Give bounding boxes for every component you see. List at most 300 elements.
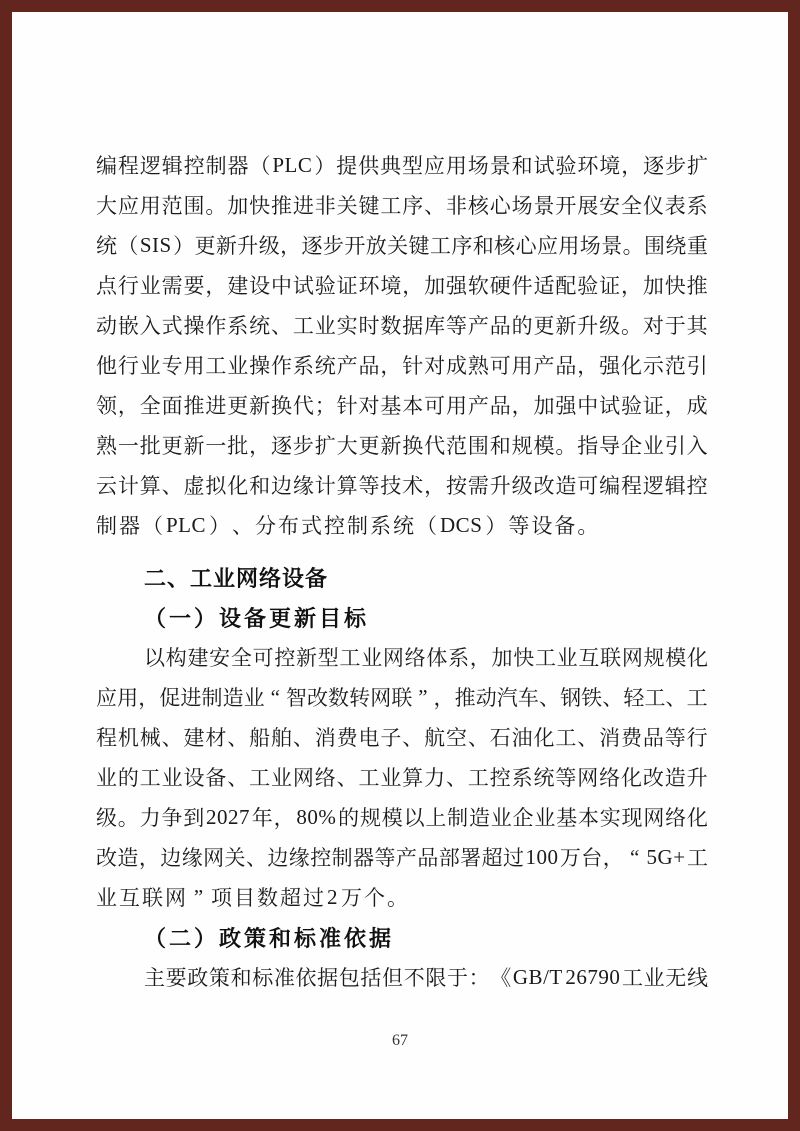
- text-line: [96, 425, 708, 465]
- text-token: 业: [161, 766, 183, 790]
- text-token: ，: [138, 846, 160, 870]
- text-token: 模: [533, 434, 555, 458]
- text-token: 辑: [664, 474, 686, 498]
- text-token: 级: [258, 234, 280, 258]
- text-token: 强: [599, 354, 621, 378]
- text-token: 进: [205, 394, 227, 418]
- text-token: 进: [292, 194, 314, 218]
- text-token: 网: [370, 686, 392, 710]
- text-token: 可: [577, 474, 599, 498]
- text-token: 程: [621, 474, 642, 498]
- text-token: 年: [251, 806, 273, 830]
- text-token: 工: [534, 646, 556, 670]
- text-token: 网: [165, 886, 186, 910]
- text-token: 网: [203, 846, 225, 870]
- text-token: 验: [577, 274, 599, 298]
- text-token: （: [416, 514, 438, 538]
- text-line: [96, 797, 708, 837]
- text-token: 仪: [642, 194, 664, 218]
- text-token: 领: [96, 394, 117, 418]
- text-token: 代: [292, 394, 314, 418]
- text-token: 辑: [161, 154, 183, 178]
- text-token: 景: [489, 154, 511, 178]
- text-token: 、: [227, 766, 249, 790]
- text-token: 程: [117, 154, 139, 178]
- text-token: 品: [489, 394, 511, 418]
- text-token: 工: [358, 766, 380, 790]
- text-token: 行: [117, 274, 139, 298]
- text-line: [96, 185, 708, 225]
- text-token: 工: [467, 766, 489, 790]
- text-token: ，: [138, 686, 160, 710]
- text-token: ，: [511, 394, 533, 418]
- text-token: 企: [621, 434, 642, 458]
- text-token: 中: [577, 394, 599, 418]
- text-token: 加: [424, 274, 446, 298]
- text-token: 更: [161, 434, 183, 458]
- text-token: 化: [533, 726, 555, 750]
- text-token: 力: [139, 806, 161, 830]
- text-token: 系: [686, 194, 708, 218]
- text-token: 成: [446, 354, 467, 378]
- text-token: 系: [227, 314, 249, 338]
- text-token: 指: [577, 434, 599, 458]
- text-token: 设: [183, 766, 205, 790]
- text-token: 快: [249, 194, 271, 218]
- text-token: 企: [512, 806, 534, 830]
- text-token: 动: [475, 686, 497, 710]
- text-token: 络: [665, 806, 687, 830]
- text-token: 器: [227, 154, 249, 178]
- text-token: ）: [314, 154, 336, 178]
- text-token: 的: [338, 806, 360, 830]
- text-token: 制: [347, 514, 369, 538]
- text-token: 制: [205, 154, 227, 178]
- text-token: 加: [227, 194, 249, 218]
- text-token: 汽: [496, 686, 518, 710]
- text-token: 品: [358, 354, 380, 378]
- text-token: 。: [387, 886, 408, 910]
- text-token: 需: [161, 274, 183, 298]
- text-token: 中: [271, 274, 292, 298]
- text-token: 导: [599, 434, 621, 458]
- text-token: 安: [599, 194, 621, 218]
- text-token: 舶: [271, 726, 292, 750]
- text-token: 产: [533, 354, 555, 378]
- text-token: 新: [555, 314, 577, 338]
- text-token: 业: [96, 766, 117, 790]
- text-token: 产: [467, 314, 489, 338]
- text-token: 验: [314, 274, 336, 298]
- text-token: 用: [183, 354, 205, 378]
- text-token: 策: [208, 966, 230, 990]
- text-token: 应: [96, 686, 117, 710]
- text-token: 体: [426, 646, 448, 670]
- text-token: 代: [424, 434, 446, 458]
- text-token: 制: [447, 806, 469, 830]
- text-token: 、: [232, 514, 254, 538]
- text-token: 边: [271, 474, 292, 498]
- text-token: 业: [139, 274, 161, 298]
- text-token: 航: [424, 726, 446, 750]
- text-token: 统: [314, 354, 336, 378]
- text-token: 设: [531, 514, 553, 538]
- text-token: 、: [424, 194, 446, 218]
- text-token: 云: [96, 474, 117, 498]
- text-token: 关: [336, 194, 358, 218]
- text-line: [96, 877, 708, 917]
- text-token: 一: [117, 434, 139, 458]
- text-token: 本: [577, 806, 599, 830]
- text-token: 等: [664, 726, 686, 750]
- text-token: 模: [665, 646, 687, 670]
- text-token: 应: [536, 234, 558, 258]
- text-token: 控: [324, 514, 346, 538]
- text-token: 分: [255, 514, 277, 538]
- section-heading: （一）设备更新目标: [144, 605, 370, 631]
- text-token: ，: [380, 354, 402, 378]
- text-token: 入: [686, 434, 708, 458]
- text-token: 键: [358, 194, 380, 218]
- text-line: [96, 265, 708, 305]
- text-token: 和: [249, 474, 271, 498]
- text-token: 键: [408, 234, 430, 258]
- text-token: 更: [194, 234, 216, 258]
- text-token: 括: [360, 966, 382, 990]
- text-token: 、: [271, 314, 292, 338]
- text-token: 环: [577, 154, 599, 178]
- text-token: 升: [686, 766, 708, 790]
- text-token: 软: [467, 274, 489, 298]
- text-token: 轻: [623, 686, 645, 710]
- text-token: 步: [292, 434, 314, 458]
- text-token: 全: [230, 646, 252, 670]
- text-line: [96, 345, 708, 385]
- text-token: 品: [489, 314, 511, 338]
- text-token: ，: [117, 394, 139, 418]
- text-token: （: [142, 514, 163, 538]
- text-token: 于: [664, 314, 686, 338]
- text-token: 缘: [181, 846, 203, 870]
- text-token: 产: [467, 394, 489, 418]
- text-token: 统: [393, 514, 415, 538]
- text-token: “: [270, 684, 280, 709]
- text-token: 项: [211, 886, 232, 910]
- text-token: 工: [139, 766, 161, 790]
- text-token: 工: [429, 234, 451, 258]
- text-token: 级: [96, 806, 117, 830]
- text-token: 用: [446, 394, 467, 418]
- text-token: 据: [317, 966, 339, 990]
- text-token: 可: [489, 354, 511, 378]
- text-token: 针: [402, 354, 424, 378]
- text-token: 用: [445, 154, 467, 178]
- text-token: 控: [686, 474, 708, 498]
- text-token: 步: [322, 234, 344, 258]
- text-token: 计: [117, 474, 139, 498]
- text-token: 典: [380, 154, 402, 178]
- document-body: [96, 145, 708, 997]
- text-token: 、: [602, 686, 624, 710]
- text-token: 部: [438, 846, 460, 870]
- text-token: 系: [511, 766, 533, 790]
- text-token: 范: [664, 354, 686, 378]
- text-line: [96, 305, 708, 345]
- text-token: 非: [446, 194, 467, 218]
- text-token: 场: [467, 154, 489, 178]
- text-token: 升: [489, 474, 511, 498]
- text-token: 重: [686, 234, 708, 258]
- text-token: 建: [187, 646, 209, 670]
- text-token: 建: [183, 726, 205, 750]
- text-token: 升: [577, 314, 599, 338]
- text-token: ，: [424, 474, 446, 498]
- text-token: 目: [234, 886, 255, 910]
- text-token: 范: [446, 434, 467, 458]
- text-token: 术: [402, 474, 424, 498]
- text-token: 控: [183, 154, 205, 178]
- text-token: 、: [402, 726, 424, 750]
- text-token: 消: [599, 726, 621, 750]
- text-token: 数: [257, 886, 278, 910]
- text-token: 业: [361, 646, 383, 670]
- text-token: 等: [555, 766, 577, 790]
- text-token: 级: [511, 474, 533, 498]
- text-token: 点: [96, 274, 117, 298]
- text-token: 级: [599, 314, 621, 338]
- text-token: 嵌: [117, 314, 139, 338]
- text-token: 进: [180, 686, 202, 710]
- text-token: 主: [144, 966, 165, 990]
- text-token: 针: [336, 394, 358, 418]
- text-token: 试: [292, 274, 314, 298]
- text-token: 、: [665, 686, 687, 710]
- text-token: 试: [533, 154, 555, 178]
- text-token: 争: [161, 806, 183, 830]
- text-token: ）: [209, 514, 231, 538]
- text-token: 、: [538, 686, 560, 710]
- text-token: 时: [358, 314, 380, 338]
- text-token: 业: [534, 806, 556, 830]
- text-token: 备: [205, 766, 227, 790]
- text-token: 业: [314, 314, 336, 338]
- text-token: 工: [555, 726, 577, 750]
- text-token: 工: [205, 354, 227, 378]
- text-token: 围: [467, 434, 489, 458]
- text-line: [96, 637, 708, 677]
- text-token: 关: [224, 846, 246, 870]
- text-token: 面: [161, 394, 183, 418]
- text-token: 实: [599, 806, 621, 830]
- text-token: 新: [249, 394, 271, 418]
- text-token: 等: [374, 846, 396, 870]
- text-token: 验: [621, 394, 642, 418]
- paragraph: [96, 957, 708, 997]
- text-token: 应: [423, 154, 445, 178]
- text-token: 品: [642, 726, 664, 750]
- text-token: GB/T: [512, 964, 563, 989]
- page-number: 67: [392, 1032, 408, 1049]
- text-token: 控: [310, 846, 332, 870]
- text-token: 工: [686, 846, 708, 870]
- paragraph: [96, 637, 708, 917]
- text-token: 算: [336, 474, 358, 498]
- text-token: 硬: [489, 274, 511, 298]
- text-token: 品: [555, 354, 577, 378]
- text-token: ；: [314, 394, 336, 418]
- text-token: 加: [491, 646, 513, 670]
- text-token: 式: [161, 314, 183, 338]
- text-token: 但: [382, 966, 404, 990]
- text-token: 工: [249, 766, 271, 790]
- text-token: 新: [215, 234, 237, 258]
- text-token: 逐: [271, 434, 292, 458]
- text-token: 等: [446, 314, 467, 338]
- text-token: 业: [490, 806, 512, 830]
- text-token: 铁: [581, 686, 603, 710]
- text-token: 应: [117, 194, 139, 218]
- text-token: 对: [358, 394, 380, 418]
- text-token: ”: [193, 884, 204, 909]
- text-token: 逻: [642, 474, 664, 498]
- text-token: 统: [533, 766, 555, 790]
- text-token: 子: [380, 726, 402, 750]
- text-token: 操: [249, 354, 271, 378]
- text-token: ：: [468, 966, 490, 990]
- text-token: 场: [511, 194, 533, 218]
- text-token: 基: [380, 394, 402, 418]
- text-token: “: [629, 844, 640, 869]
- text-token: 个: [364, 886, 385, 910]
- text-token: 器: [119, 514, 140, 538]
- text-token: 展: [577, 194, 599, 218]
- text-token: 操: [183, 314, 205, 338]
- text-token: 、: [161, 474, 183, 498]
- text-token: 境: [599, 154, 621, 178]
- text-token: 要: [165, 966, 187, 990]
- text-token: 他: [96, 354, 117, 378]
- text-token: 络: [404, 646, 426, 670]
- text-token: ，: [280, 234, 302, 258]
- text-token: 促: [159, 686, 181, 710]
- text-token: 线: [686, 966, 708, 990]
- text-token: 业: [643, 966, 665, 990]
- text-token: 网: [292, 766, 314, 790]
- text-token: 逐: [643, 154, 665, 178]
- text-token: 构: [165, 646, 187, 670]
- text-token: 业: [243, 686, 265, 710]
- text-token: 业: [556, 646, 578, 670]
- text-token: 5G+: [646, 844, 686, 869]
- text-token: 心: [489, 194, 511, 218]
- text-token: 备: [554, 514, 576, 538]
- text-token: 网: [382, 646, 404, 670]
- text-token: 化: [621, 766, 642, 790]
- text-token: 规: [643, 646, 665, 670]
- text-token: 无: [665, 966, 687, 990]
- text-token: 验: [555, 154, 577, 178]
- text-token: 不: [403, 966, 425, 990]
- text-token: 和: [472, 234, 494, 258]
- paragraph: [96, 145, 708, 545]
- text-token: 品: [417, 846, 439, 870]
- text-token: 、: [446, 766, 467, 790]
- text-token: 络: [599, 766, 621, 790]
- text-line: [96, 385, 708, 425]
- text-token: 批: [227, 434, 249, 458]
- text-token: 可: [424, 394, 446, 418]
- text-token: 力: [424, 766, 446, 790]
- text-token: 缘: [292, 474, 314, 498]
- text-line: [96, 225, 708, 265]
- text-token: ，: [469, 646, 491, 670]
- text-token: 造: [664, 766, 686, 790]
- text-token: 表: [664, 194, 686, 218]
- text-token: 统: [96, 234, 117, 258]
- text-token: 依: [295, 966, 317, 990]
- text-token: 序: [451, 234, 473, 258]
- text-token: 系: [448, 646, 470, 670]
- text-token: 专: [161, 354, 183, 378]
- text-token: 场: [579, 234, 601, 258]
- text-token: 升: [237, 234, 259, 258]
- text-token: 心: [515, 234, 537, 258]
- text-token: 算: [139, 474, 161, 498]
- text-token: 上: [425, 806, 447, 830]
- text-token: PLC: [166, 512, 207, 537]
- text-line: [96, 145, 708, 185]
- text-token: 更: [227, 394, 249, 418]
- text-token: 络: [314, 766, 336, 790]
- text-token: 更: [358, 434, 380, 458]
- text-token: 绕: [665, 234, 687, 258]
- text-token: 成: [686, 394, 708, 418]
- text-token: 、: [577, 726, 599, 750]
- text-token: 行: [686, 726, 708, 750]
- text-token: 联: [142, 886, 163, 910]
- text-token: DCS: [440, 512, 483, 537]
- text-token: 全: [621, 194, 642, 218]
- text-token: 、: [245, 846, 267, 870]
- text-token: 制: [201, 686, 223, 710]
- text-token: ，: [205, 274, 227, 298]
- text-token: 、: [227, 726, 249, 750]
- text-token: 超: [280, 886, 301, 910]
- text-token: 万: [341, 886, 362, 910]
- section-heading: （二）政策和标准依据: [144, 925, 395, 951]
- text-token: 业: [227, 354, 249, 378]
- text-token: PLC: [272, 152, 313, 177]
- text-token: 作: [205, 314, 227, 338]
- text-token: 逐: [301, 234, 323, 258]
- text-token: 。: [555, 434, 577, 458]
- text-line: [96, 957, 708, 997]
- text-token: 件: [511, 274, 533, 298]
- text-token: 扩: [686, 154, 708, 178]
- text-token: 和: [230, 966, 252, 990]
- text-token: ）: [485, 514, 507, 538]
- text-token: 26790: [565, 964, 621, 989]
- text-token: 动: [96, 314, 117, 338]
- text-token: ”: [418, 684, 428, 709]
- text-token: ，: [402, 274, 424, 298]
- text-token: 。: [621, 314, 642, 338]
- text-token: 需: [467, 474, 489, 498]
- text-token: 控: [489, 766, 511, 790]
- text-token: 型: [402, 154, 423, 178]
- text-token: 2027: [205, 804, 250, 829]
- text-token: 过: [503, 846, 525, 870]
